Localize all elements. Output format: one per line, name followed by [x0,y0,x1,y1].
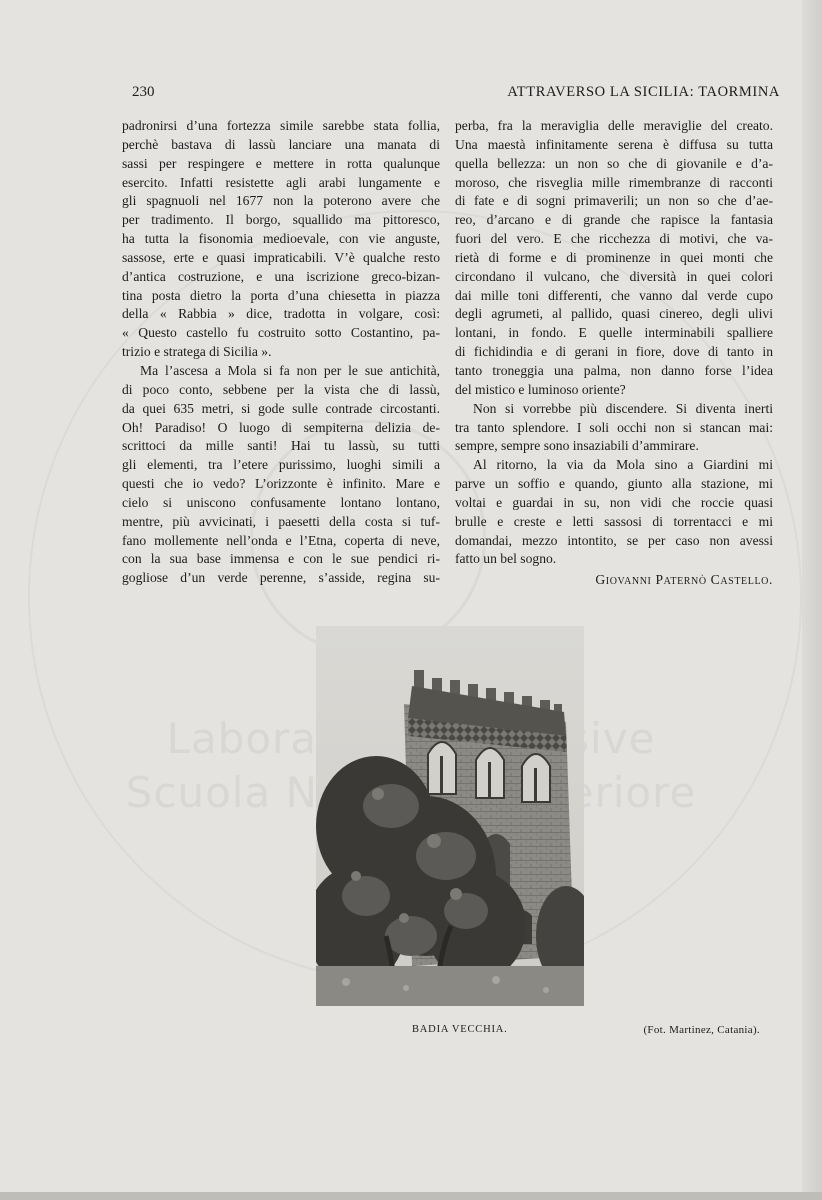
text-line: reo, d’arcano e di grande che rapisce la fantasia [455,212,773,228]
text-line: degli agrumeti, al pallido, quasi cinereo, degli ulivi [455,306,773,322]
text-line: di poco conto, sebbene per la vista che di lassù, [122,381,440,397]
text-line: fuori del vero. E che ricchezza di motivi, che va- [455,231,773,247]
text-line: Una maestà infinitamente serena è diffusa su tutta [455,136,773,152]
text-line: cielo si uniscono confusamente lontano lontano, [122,494,440,510]
running-title: ATTRAVERSO LA SICILIA: TAORMINA [507,84,780,100]
text-line: domandai, mezzo intontito, se per caso non avessi [455,532,773,548]
text-line: lontani, in fondo. E quelle interminabili spalliere [455,325,773,341]
text-line: di fichidindia e di gerani in fiore, dove di tanto in [455,344,773,360]
page-edge [802,0,822,1200]
text-line: padronirsi d’una fortezza simile sarebbe stata follia, [122,118,440,133]
text-line: Oh! Paradiso! O luogo di sempiterna delizia de- [122,419,440,435]
text-line: con la sua base immensa e con le sue pendici ri- [122,551,440,567]
text-line: sempre, sempre sono insaziabili d’ammirare. [455,438,699,454]
text-line: d’antica costruzione, e una iscrizione greco-bizan- [122,268,440,284]
right-text-column [455,117,773,590]
page-header [132,84,780,104]
author-signature: Giovanni Paternò Castello. [595,572,773,588]
text-line: Al ritorno, la via da Mola sino a Giardini mi [473,457,773,473]
text-line: dai mille toni differenti, che vanno dal verde cupo [455,287,773,303]
text-line: tanto troneggia una palma, non danno forse l’idea [455,362,773,378]
text-line: mentre, più avvicinati, i paesetti della costa si tuf- [122,513,440,529]
text-line: scrittoci da mille santi! Hai tu lassù, su tutti [122,438,440,454]
text-line: Ma l’ascesa a Mola si fa non per le sue antichità, [140,362,440,378]
text-line: brulle e creste e letti sassosi di torrentacci e mi [455,513,773,529]
text-line: di fate e di sogni primaverili; un non so che d’ae- [455,193,773,209]
page-number: 230 [132,84,155,100]
text-line: questi che io vedo? L’orizzonte è infinito. Mare e [122,476,440,492]
text-line: moroso, che risveglia mille rimembranze di racconti [455,174,773,190]
page-bottom-band [0,1192,822,1200]
text-line: gli spagnuoli nel 1677 non la poterono avere che [122,193,440,209]
text-line: ha tutta la fisonomia medioevale, con vie anguste, [122,231,440,247]
text-line: esercito. Infatti resistette agli arabi lungamente e [122,174,440,190]
watermark-line-2: Scuola Superiore [125,768,697,817]
text-line: tra tanto splendore. I soli occhi non si stancan mai: [455,419,773,435]
text-line: trizio e stratega di Sicilia ». [122,344,272,360]
text-line: da quei 635 metri, si gode sulle contrade circostanti. [122,400,440,416]
text-line: perchè bastava di lassù lanciare una manata di [122,136,440,152]
text-line: sassi per respingere e mettere in rotta qualunque [122,155,440,171]
text-line: rietà di forme e di prominenze in quei monti che [455,249,773,265]
text-line: Non si vorrebbe più discendere. Si diventa inerti [473,400,773,416]
text-line: « Questo castello fu costruito sotto Costantino, pa- [122,325,440,341]
watermark-line-1: Laboratorio Visive [166,714,656,763]
text-line: gli elementi, tra l’etere purissimo, luoghi simili a [122,457,440,473]
text-line: fano mollemente nell’onda e l’Etna, coperta di neve, [122,532,440,548]
figure-caption: BADIA VECCHIA. [412,1024,508,1035]
text-line: della « Rabbia » dice, tradotta in volgare, così: [122,306,440,322]
text-line: perba, fra la meraviglia delle meraviglie del creato. [455,118,773,133]
tower-photograph [316,626,584,1006]
text-line: parve un soffio e quando, giunto alla stazione, mi [455,476,773,492]
left-text-column [122,117,440,588]
text-line: gogliose d’un verde perenne, s’asside, regina su- [122,570,440,586]
text-line: del mistico e luminoso oriente? [455,381,626,397]
text-line: per tradimento. Il borgo, squallido ma pittoresco, [122,212,440,228]
text-line: sassose, erte e quasi impraticabili. V’è qualche resto [122,249,440,265]
tower-photo-illustration [316,626,584,1006]
text-line: circondano il vulcano, che diversità in quei colori [455,268,773,284]
text-line: fatto un bel sogno. [455,551,557,567]
photo-credit: (Fot. Martinez, Catania). [643,1024,760,1036]
text-line: voltai e guardai in su, non vidi che roccie quasi [455,494,773,510]
text-line: tina posta dietro la porta d’una chiesetta in piazza [122,287,440,303]
text-line: quella bellezza: un non so che di giovanile e d’a- [455,155,773,171]
